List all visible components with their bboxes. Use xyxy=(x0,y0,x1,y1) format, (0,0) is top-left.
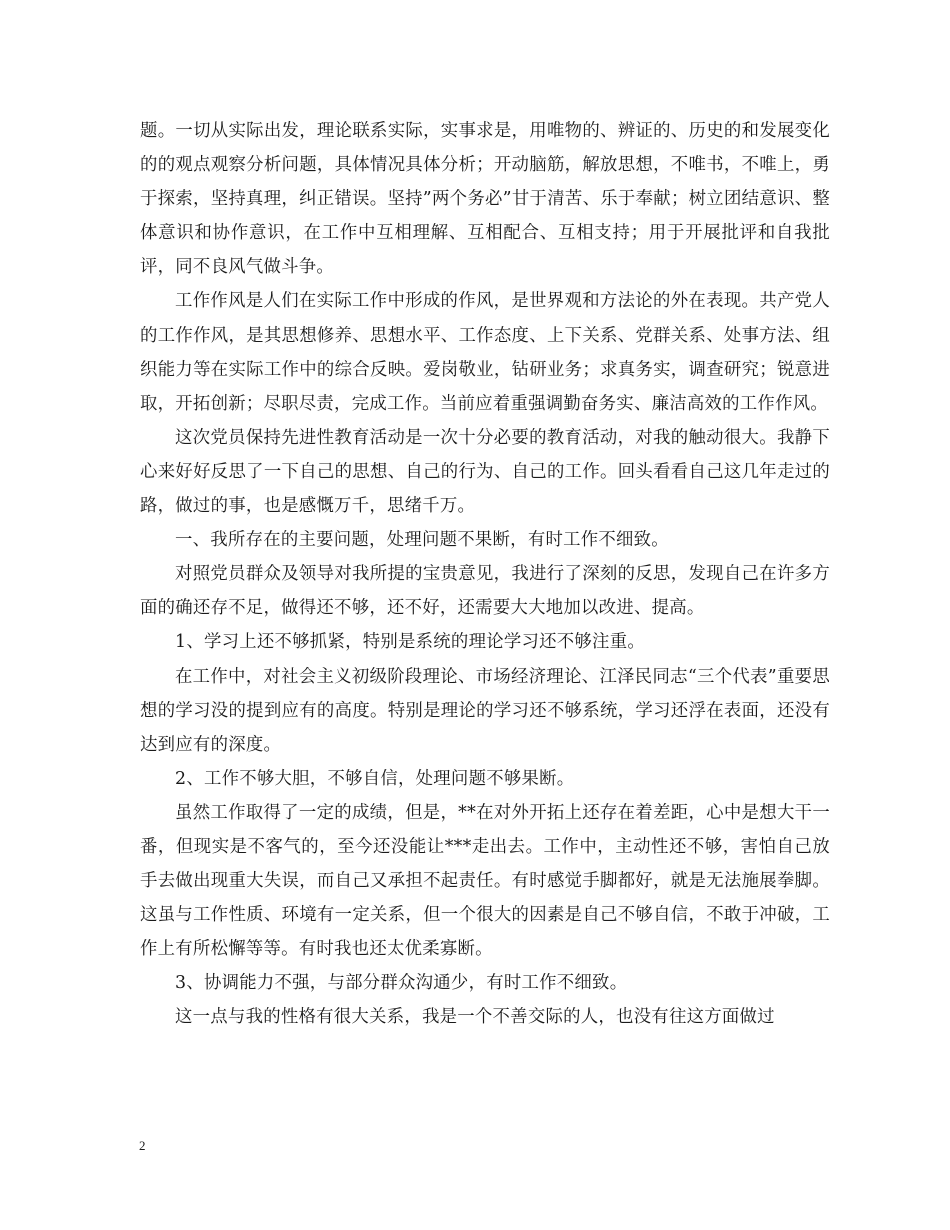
section-heading: 一、我所存在的主要问题，处理问题不果断，有时工作不细致。 xyxy=(175,530,669,551)
subsection-heading: 1、学习上还不够抓紧，特别是系统的理论学习还不够注重。 xyxy=(175,632,645,653)
paragraph: 这次党员保持先进性教育活动是一次十分必要的教育活动，对我的触动很大。我静下心来好好反思了一下自己的思想、自己的行为、自己的工作。回头看看自己这几年走过的路，做过的事，也是感慨万千，思绪千万。 xyxy=(140,427,830,517)
page-number: 2 xyxy=(139,1138,146,1153)
document-body xyxy=(140,114,830,1035)
paragraph: 工作作风是人们在实际工作中形成的作风，是世界观和方法论的外在表现。共产党人的工作作风，是其思想修养、思想水平、工作态度、上下关系、党群关系、处事方法、组织能力等在实际工作中的综合反映。爱岗敬业，钻研业务；求真务实，调查研究；锐意进取，开拓创新；尽职尽责，完成工作。当前应着重强调勤奋务实、廉洁高效的工作作风。 xyxy=(140,291,830,414)
subsection-heading: 2、工作不够大胆，不够自信，处理问题不够果断。 xyxy=(175,768,575,789)
paragraph: 虽然工作取得了一定的成绩，但是，**在对外开拓上还存在着差距，心中是想大干一番，但现实是不客气的，至今还没能让***走出去。工作中，主动性还不够，害怕自己放手去做出现重大失误，而自己又承担不起责任。有时感觉手脚都好，就是无法施展拳脚。这虽与工作性质、环境有一定关系，但一个很大的因素是自己不够自信，不敢于冲破，工作上有所松懈等等。有时我也还太优柔寡断。 xyxy=(140,802,830,960)
paragraph: 在工作中，对社会主义初级阶段理论、市场经济理论、江泽民同志“三个代表”重要思想的学习没的提到应有的高度。特别是理论的学习还不够系统，学习还浮在表面，还没有达到应有的深度。 xyxy=(140,666,830,755)
paragraph: 题。一切从实际出发，理论联系实际，实事求是，用唯物的、辨证的、历史的和发展变化的的观点观察分析问题，具体情况具体分析；开动脑筋，解放思想，不唯书，不唯上，勇于探索，坚持真理，纠正错误。坚持”两个务必”甘于清苦、乐于奉献；树立团结意识、整体意识和协作意识，在工作中互相理解、互相配合、互相支持；用于开展批评和自我批评，同不良风气做斗争。 xyxy=(140,121,830,278)
paragraph: 对照党员群众及领导对我所提的宝贵意见，我进行了深刻的反思，发现自己在许多方面的确还存不足，做得还不够，还不好，还需要大大地加以改进、提高。 xyxy=(140,564,830,619)
paragraph: 这一点与我的性格有很大关系，我是一个不善交际的人，也没有往这方面做过 xyxy=(175,1007,775,1028)
subsection-heading: 3、协调能力不强，与部分群众沟通少，有时工作不细致。 xyxy=(175,973,628,994)
